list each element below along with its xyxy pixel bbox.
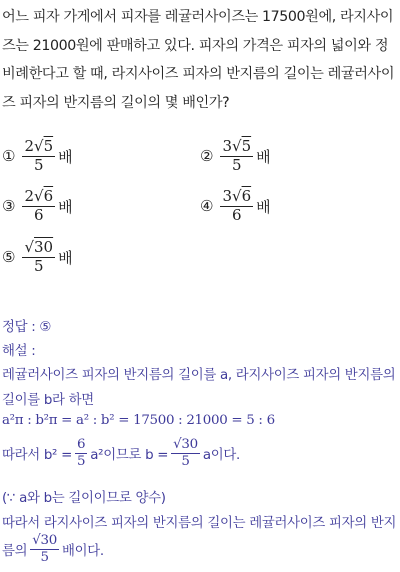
answer-label: 정답 : ⑤ (2, 320, 52, 335)
equation-ratio: a²π : b²π = a² : b² = 17500 : 21000 = 5 : 6 (2, 413, 275, 428)
fraction-six-fifths: $\frac{6}{5}$ (77, 437, 86, 470)
option-5[interactable] (2, 240, 73, 275)
explanation-line-5 (2, 534, 104, 565)
option-number: ③ (2, 197, 16, 216)
option-suffix: 배 (256, 197, 271, 216)
question-line-3: 비례한다고 할 때, 라지사이즈 피자의 반지름의 길이는 레귤러사이 (2, 66, 395, 82)
explanation-note: (∵ a와 b는 길이이므로 양수) (2, 491, 166, 506)
text-segment: 배이다. (61, 544, 104, 560)
option-4[interactable] (200, 189, 271, 224)
option-number: ⑤ (2, 248, 16, 267)
explanation-line-4: 따라서 라지사이즈 피자의 반지름의 길이는 레귤러사이즈 피자의 반지 (2, 516, 397, 531)
option-fraction: $\frac{3√6}{6}$ (222, 187, 252, 224)
question-line-1: 어느 피자 가게에서 피자를 레귤러사이즈는 17500원에, 라지사이 (2, 9, 394, 25)
text-segment: 름의 (2, 544, 28, 560)
question-line-2: 즈는 21000원에 판매하고 있다. 피자의 가격은 피자의 넓이와 정 (2, 37, 389, 54)
option-3[interactable] (2, 189, 73, 224)
option-fraction: $\frac{2√5}{5}$ (24, 137, 54, 174)
option-1[interactable] (2, 139, 73, 174)
fraction-root30-over-5: $\frac{√30}{5}$ (173, 437, 198, 470)
option-fraction: $\frac{3√5}{5}$ (222, 137, 252, 174)
option-number: ① (2, 147, 16, 166)
fraction-root30-over-5: $\frac{√30}{5}$ (32, 533, 57, 566)
option-2[interactable] (200, 139, 271, 174)
question-line-4: 즈 피자의 반지름의 길이의 몇 배인가? (2, 94, 230, 111)
option-suffix: 배 (58, 197, 73, 216)
option-number: ④ (200, 197, 214, 216)
text-segment: a이다. (202, 448, 240, 464)
explanation-label: 해설 : (2, 344, 36, 359)
option-number: ② (200, 147, 214, 166)
explanation-line-3 (2, 438, 240, 469)
explanation-line-1: 레귤러사이즈 피자의 반지름의 길이를 a, 라지사이즈 피자의 반지름의 (2, 368, 396, 383)
option-suffix: 배 (58, 248, 73, 267)
question-text (2, 3, 398, 117)
explanation-line-2: 길이를 b라 하면 (2, 393, 94, 408)
option-suffix: 배 (256, 147, 271, 166)
option-suffix: 배 (58, 147, 73, 166)
option-fraction: $\frac{2√6}{6}$ (24, 187, 54, 224)
text-segment: a²이므로 b = (90, 448, 169, 464)
text-segment: 따라서 b² = (2, 448, 73, 464)
option-fraction: $\frac{√30}{5}$ (24, 238, 54, 275)
